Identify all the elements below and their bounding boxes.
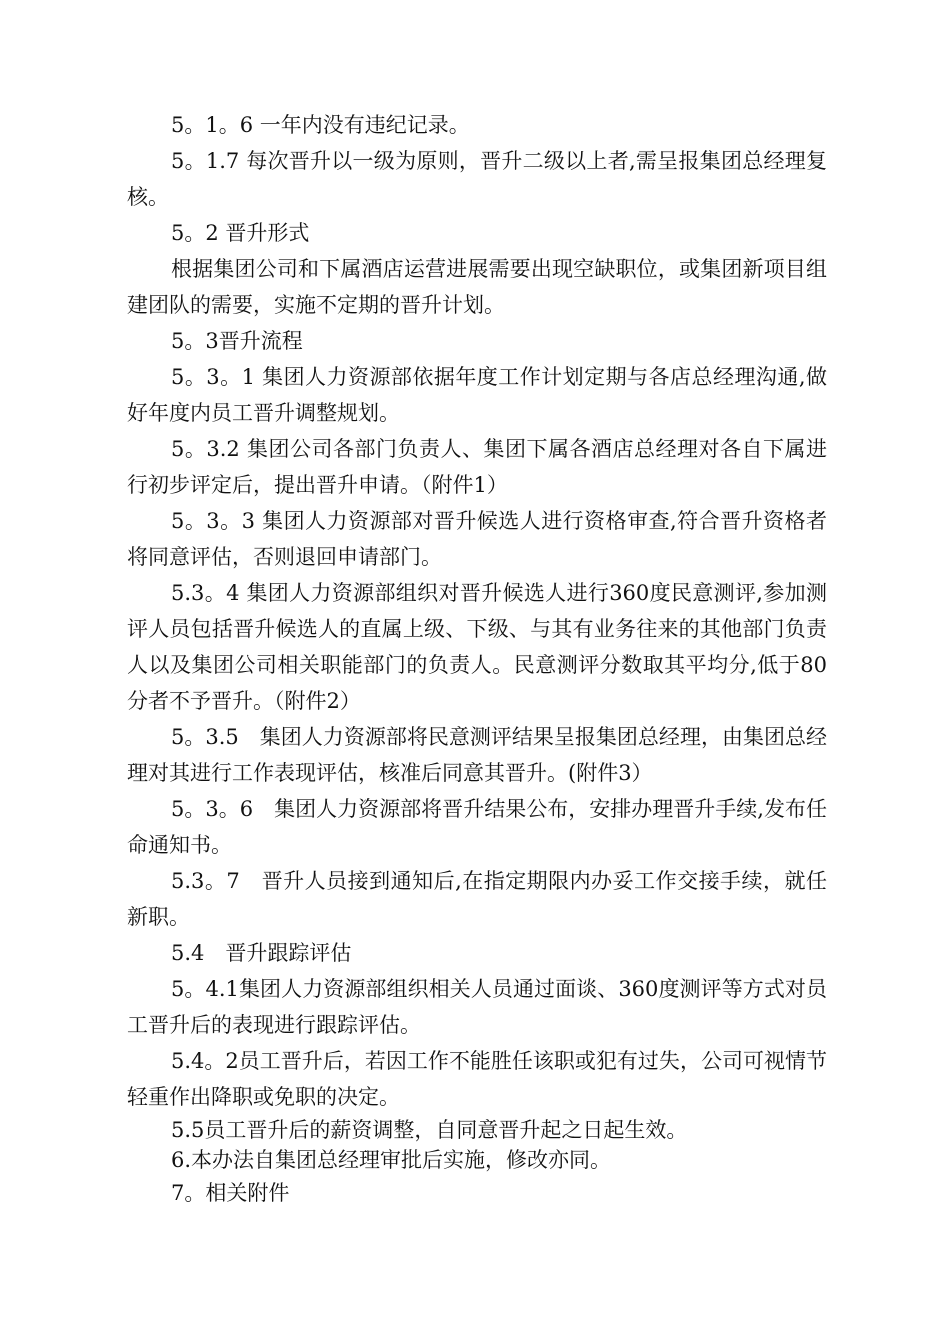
paragraph-5-3-4: 5.3。4 集团人力资源部组织对晋升候选人进行360度民意测评,参加测评人员包括晋升候选人的直属上级、下级、与其有业务往来的其他部门负责人以及集团公司相关职能部门的负责人。民意测评分数取其平均分,低于80分者不予晋升。（附件2） bbox=[127, 581, 827, 713]
document-body bbox=[127, 107, 827, 1211]
paragraph-5-3-7: 5.3。7 晋升人员接到通知后,在指定期限内办妥工作交接手续，就任新职。 bbox=[127, 869, 827, 929]
paragraph-promotion-form: 根据集团公司和下属酒店运营进展需要出现空缺职位，或集团新项目组建团队的需要，实施不定期的晋升计划。 bbox=[127, 257, 827, 317]
paragraph-5-3-3: 5。3。3 集团人力资源部对晋升候选人进行资格审查,符合晋升资格者将同意评估，否则退回申请部门。 bbox=[127, 509, 827, 569]
heading-7: 7。相关附件 bbox=[171, 1181, 290, 1205]
paragraph-5-3-5: 5。3.5 集团人力资源部将民意测评结果呈报集团总经理，由集团总经理对其进行工作表现评估，核准后同意其晋升。(附件3） bbox=[127, 725, 827, 785]
paragraph-5-4-2: 5.4。2员工晋升后，若因工作不能胜任该职或犯有过失，公司可视情节轻重作出降职或免职的决定。 bbox=[127, 1049, 827, 1109]
paragraph-5-5: 5.5员工晋升后的薪资调整，自同意晋升起之日起生效。 bbox=[171, 1118, 688, 1142]
paragraph-5-3-1: 5。3。1 集团人力资源部依据年度工作计划定期与各店总经理沟通,做好年度内员工晋升调整规划。 bbox=[127, 365, 827, 425]
paragraph-5-1-6: 5。1。6 一年内没有违纪记录。 bbox=[171, 113, 470, 137]
paragraph-5-4-1: 5。4.1集团人力资源部组织相关人员通过面谈、360度测评等方式对员工晋升后的表现进行跟踪评估。 bbox=[127, 977, 827, 1037]
paragraph-5-1-7: 5。1.7 每次晋升以一级为原则，晋升二级以上者,需呈报集团总经理复核。 bbox=[127, 149, 827, 209]
heading-5-2: 5。2 晋升形式 bbox=[171, 221, 310, 245]
heading-5-3: 5。3晋升流程 bbox=[171, 329, 303, 353]
paragraph-5-3-2: 5。3.2 集团公司各部门负责人、集团下属各酒店总经理对各自下属进行初步评定后，提出晋升申请。（附件1） bbox=[127, 437, 827, 497]
paragraph-5-3-6: 5。3。6 集团人力资源部将晋升结果公布，安排办理晋升手续,发布任命通知书。 bbox=[127, 797, 827, 857]
heading-5-4: 5.4 晋升跟踪评估 bbox=[171, 941, 352, 965]
paragraph-6: 6.本办法自集团总经理审批后实施，修改亦同。 bbox=[171, 1148, 612, 1172]
